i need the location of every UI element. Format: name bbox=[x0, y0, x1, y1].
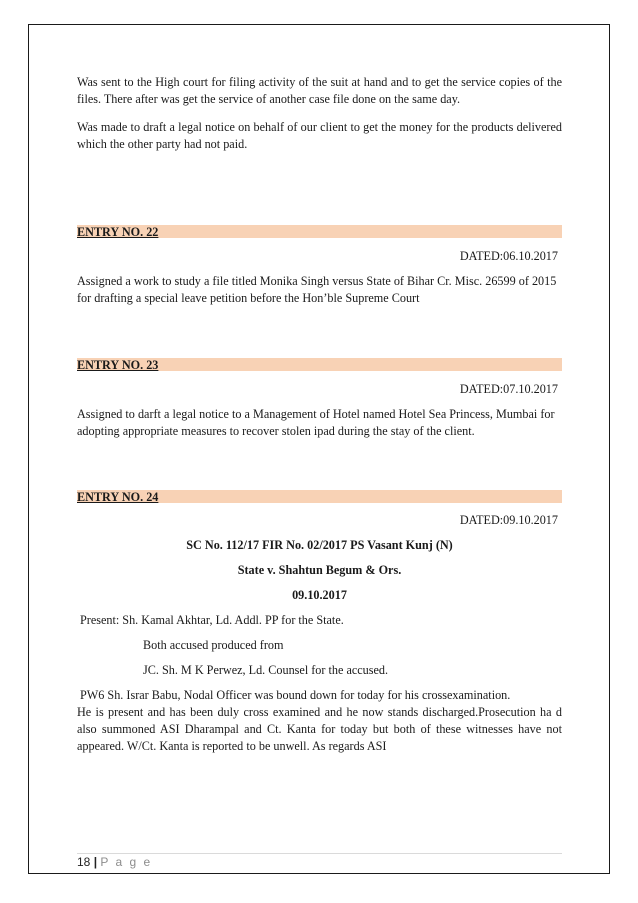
page-label: P a g e bbox=[100, 855, 153, 869]
entry-22-body: Assigned a work to study a file titled Monika Singh versus State of Bihar Cr. Misc. 26599 of 2015 for drafting a special leave petition before the Hon’ble Supreme Court bbox=[77, 274, 557, 305]
entry-22-date: DATED:06.10.2017 bbox=[459, 249, 558, 263]
entry-22-heading: ENTRY NO. 22 bbox=[77, 225, 562, 238]
footer-separator: | bbox=[93, 855, 98, 869]
page-footer bbox=[77, 855, 152, 869]
entry-24-date-line: 09.10.2017 bbox=[292, 588, 347, 602]
entry-24-present: Present: Sh. Kamal Akhtar, Ld. Addl. PP for the State. bbox=[80, 613, 344, 627]
entry-23-body: Assigned to darft a legal notice to a Management of Hotel named Hotel Sea Princess, Mumbai for adopting appropriate measures to recover stolen ipad during the stay of the client. bbox=[77, 407, 555, 438]
page-content bbox=[77, 74, 562, 755]
entry-24-accused: Both accused produced from bbox=[143, 638, 284, 652]
entry-24-parties: State v. Shahtun Begum & Ors. bbox=[237, 563, 402, 577]
entry-24-counsel: JC. Sh. M K Perwez, Ld. Counsel for the accused. bbox=[143, 663, 389, 677]
entry-24-heading: ENTRY NO. 24 bbox=[77, 490, 562, 503]
entry-24-pw6: PW6 Sh. Israr Babu, Nodal Officer was bound down for today for his crossexamination. bbox=[80, 688, 511, 702]
footer-divider bbox=[77, 853, 562, 854]
page-number: 18 bbox=[77, 855, 91, 869]
entry-24-date: DATED:09.10.2017 bbox=[459, 513, 558, 527]
paragraph-filing: Was sent to the High court for filing activity of the suit at hand and to get the service copies of the files. There after was get the service of another case file done on the same day. bbox=[77, 75, 562, 106]
entry-23-heading: ENTRY NO. 23 bbox=[77, 358, 562, 371]
entry-24-case-line: SC No. 112/17 FIR No. 02/2017 PS Vasant Kunj (N) bbox=[186, 538, 453, 552]
paragraph-legal-notice: Was made to draft a legal notice on behalf of our client to get the money for the products delivered which the other party had not paid. bbox=[77, 120, 562, 151]
entry-23-date: DATED:07.10.2017 bbox=[459, 382, 558, 396]
entry-24-body: He is present and has been duly cross examined and he now stands discharged.Prosecution ha d also summoned ASI Dharampal and Ct. Kanta for today but both of these witnesses have not appeared. W/Ct. Kanta is reported to be unwell. As regards ASI bbox=[77, 705, 562, 753]
